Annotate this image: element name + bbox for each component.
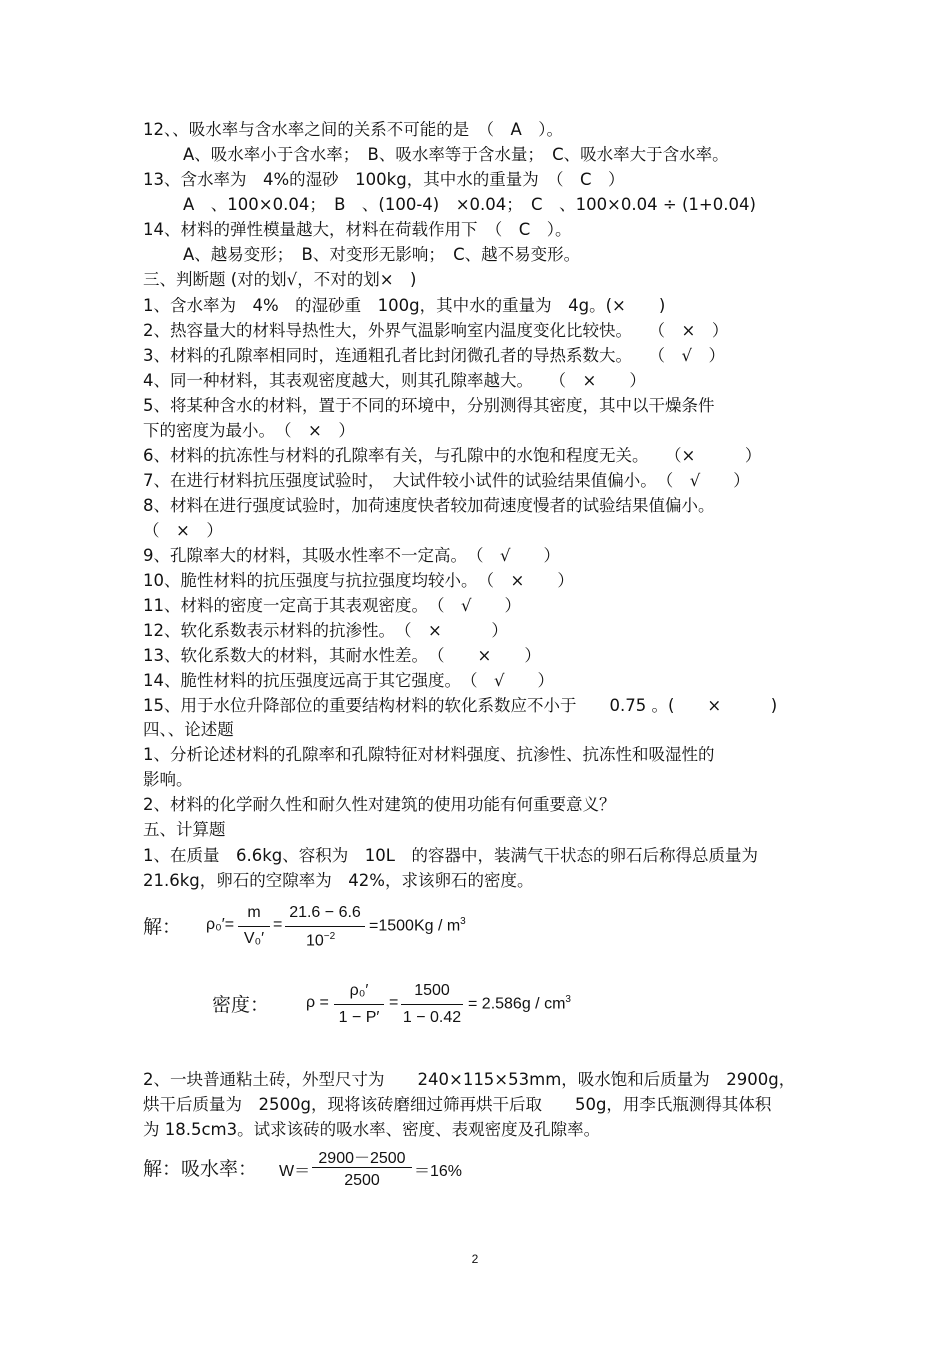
judge-item-13: 13、软化系数大的材料，其耐水性差。 （ × ）	[143, 646, 541, 665]
formula-1-frac2-num: 21.6 − 6.6	[289, 904, 361, 921]
judge-item-4: 4、同一种材料，其表观密度越大，则其孔隙率越大。 （ × ）	[143, 371, 646, 390]
formula-1-result-text: =1500Kg / m	[369, 917, 461, 935]
question-12-options: A、吸水率小于含水率； B、吸水率等于含水量； C、吸水率大于含水率。	[183, 145, 729, 164]
judge-item-1: 1、含水率为 4% 的湿砂重 100g，其中水的重量为 4g。(× )	[143, 296, 666, 315]
formula-3-den: 2500	[344, 1172, 380, 1189]
formula-2-lhs: ρ =	[306, 994, 329, 1011]
density-label: 密度：	[212, 995, 270, 1016]
judge-item-10: 10、脆性材料的抗压强度与抗拉强度均较小。 （ × ）	[143, 571, 574, 590]
question-13: 13、含水率为 4%的湿砂 100kg，其中水的重量为 （ C ）	[143, 170, 625, 189]
section-3-heading: 三、判断题 (对的划√，不对的划× )	[143, 270, 417, 289]
formula-1-eq: =	[273, 916, 283, 933]
formula-1-frac1-den: V₀′	[243, 930, 265, 947]
question-14: 14、材料的弹性模量越大，材料在荷载作用下 （ C ）。	[143, 220, 572, 239]
formula-3-lhs: W＝	[279, 1163, 311, 1180]
question-14-options: A、越易变形； B、对变形无影响； C、越不易变形。	[183, 245, 581, 264]
water-absorption-label: 解：吸水率：	[143, 1159, 258, 1180]
formula-2-frac2-den: 1 − 0.42	[402, 1009, 462, 1026]
formula-2-result-text: = 2.586g / cm	[468, 995, 566, 1013]
formula-1-den-exp: −2	[323, 931, 336, 942]
calc-item-2-cont2: 为 18.5cm3。试求该砖的吸水率、密度、表观密度及孔隙率。	[143, 1120, 601, 1139]
formula-2-result	[468, 994, 571, 1013]
judge-item-8: 8、材料在进行强度试验时，加荷速度快者较加荷速度慢者的试验结果值偏小。	[143, 496, 715, 515]
calc-item-1: 1、在质量 6.6kg、容积为 10L 的容器中，装满气干状态的卵石后称得总质量为	[143, 846, 758, 865]
section-4-heading: 四、、论述题	[143, 720, 234, 739]
solution-label: 解：	[143, 917, 182, 938]
judge-item-12: 12、软化系数表示材料的抗渗性。 （ × ）	[143, 621, 508, 640]
judge-item-3: 3、材料的孔隙率相同时，连通粗孔者比封闭微孔者的导热系数大。 （ √ ）	[143, 346, 726, 365]
judge-item-9: 9、孔隙率大的材料，其吸水性率不一定高。 （ √ ）	[143, 546, 561, 565]
page-number: 2	[471, 1252, 479, 1266]
formula-1-result	[369, 916, 466, 935]
formula-2-frac1-den: 1 − P′	[338, 1009, 380, 1026]
formula-3-num: 2900－2500	[318, 1150, 406, 1167]
formula-1-frac2-bar	[285, 926, 365, 927]
formula-1-result-exp: 3	[460, 916, 466, 927]
formula-1-frac1-bar	[238, 926, 270, 927]
formula-2-frac2-num: 1500	[414, 982, 450, 999]
calc-item-2-cont1: 烘干后质量为 2500g，现将该砖磨细过筛再烘干后取 50g，用李氏瓶测得其体积	[143, 1095, 772, 1114]
section-5-heading: 五、计算题	[143, 820, 226, 839]
formula-1-frac1-num: m	[247, 904, 261, 921]
formula-1-frac2-den	[306, 931, 335, 950]
judge-item-11: 11、材料的密度一定高于其表观密度。 （ √ ）	[143, 596, 522, 615]
formula-3-bar	[312, 1167, 412, 1168]
judge-item-15: 15、用于水位升降部位的重要结构材料的软化系数应不小于 0.75 。( × )	[143, 696, 778, 715]
judge-item-14: 14、脆性材料的抗压强度远高于其它强度。 （ √ ）	[143, 671, 555, 690]
essay-item-1-cont: 影响。	[143, 770, 193, 789]
question-13-options: A 、100×0.04； B 、(100-4) ×0.04； C 、100×0.04 ÷ (1+0.04)	[183, 195, 756, 214]
formula-3-result: ＝16%	[414, 1163, 463, 1180]
essay-item-2: 2、材料的化学耐久性和耐久性对建筑的使用功能有何重要意义？	[143, 795, 616, 814]
formula-2-result-exp: 3	[565, 994, 571, 1005]
formula-2-frac1-bar	[334, 1004, 384, 1005]
question-12: 12、、吸水率与含水率之间的关系不可能的是 （ A ）。	[143, 120, 564, 139]
calc-item-2: 2、一块普通粘土砖，外型尺寸为 240×115×53mm，吸水饱和后质量为 2900g，	[143, 1070, 796, 1089]
formula-2-frac1-num: ρ₀′	[349, 982, 369, 999]
formula-2-frac2-bar	[401, 1004, 463, 1005]
calc-item-1-cont: 21.6kg，卵石的空隙率为 42%，求该卵石的密度。	[143, 871, 534, 890]
formula-1-lhs: ρ₀′=	[206, 916, 235, 933]
formula-1-den-base: 10	[306, 932, 324, 950]
formula-2-eq: =	[389, 994, 399, 1011]
judge-item-5: 5、将某种含水的材料，置于不同的环境中，分别测得其密度，其中以干燥条件	[143, 396, 715, 415]
essay-item-1: 1、分析论述材料的孔隙率和孔隙特征对材料强度、抗渗性、抗冻性和吸湿性的	[143, 745, 715, 764]
judge-item-6: 6、材料的抗冻性与材料的孔隙率有关，与孔隙中的水饱和程度无关。 （× ）	[143, 446, 762, 465]
judge-item-2: 2、热容量大的材料导热性大，外界气温影响室内温度变化比较快。 （ × ）	[143, 321, 729, 340]
judge-item-7: 7、在进行材料抗压强度试验时， 大试件较小试件的试验结果值偏小。 （ √ ）	[143, 471, 750, 490]
judge-item-8-answer: （ × ）	[143, 521, 223, 540]
judge-item-5-cont: 下的密度为最小。 （ × ）	[143, 421, 355, 440]
